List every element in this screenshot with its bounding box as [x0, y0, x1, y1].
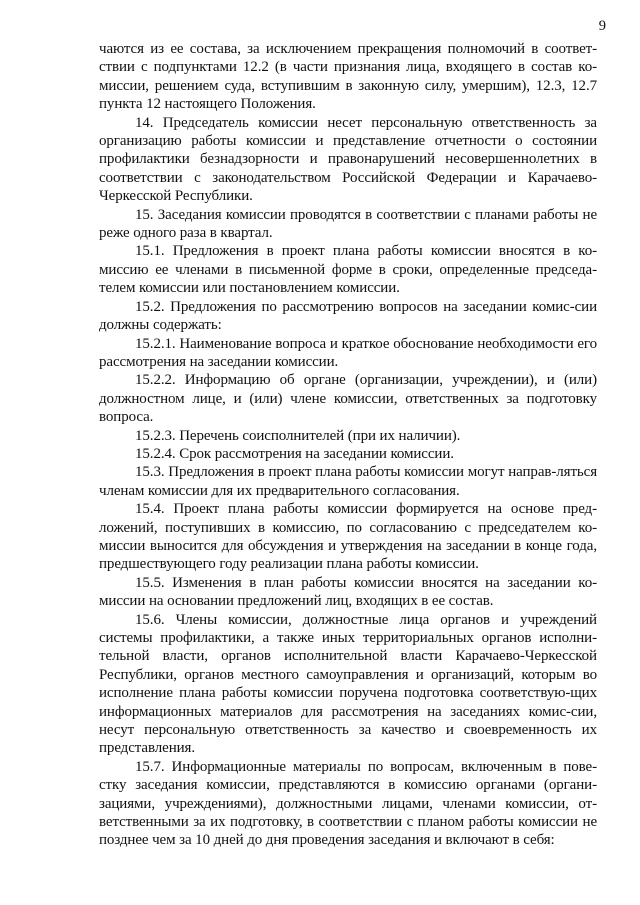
- paragraph-15-4: 15.4. Проект плана работы комиссии формируется на основе пред-ложений, поступивших в комиссию, по согласованию с председателем ко-миссии выносится для обсуждения и утверждения на заседании в конце года, предшествующего году реализации плана работы комиссии.: [99, 501, 597, 573]
- page-number: 9: [598, 18, 606, 34]
- paragraph-15-3: 15.3. Предложения в проект плана работы комиссии могут направ-ляться членам комиссии для их предварительного согласования.: [99, 464, 597, 499]
- paragraph-15: 15. Заседания комиссии проводятся в соответствии с планами работы не реже одного раза в квартал.: [99, 206, 597, 242]
- paragraph-15-2-3: 15.2.3. Перечень соисполнителей (при их наличии).: [135, 427, 461, 444]
- paragraph-15-2: 15.2. Предложения по рассмотрению вопросов на заседании комис-сии должны содержать:: [99, 298, 597, 334]
- paragraph-14: 14. Председатель комиссии несет персональную ответственность за организацию работы комиссии и представление отчетности о состоянии профилактики безнадзорности и правонарушений несовершеннолетних в соответствии с законодательством Российской Федерации и Карачаево-Черкесской Республики.: [99, 114, 597, 205]
- paragraph-15-2-2: 15.2.2. Информацию об органе (организации, учреждении), и (или) должностном лице, и (или) члене комиссии, ответственных за подготовку вопроса.: [99, 372, 597, 426]
- paragraph-15-6: 15.6. Члены комиссии, должностные лица органов и учреждений системы профилактики, а также иных территориальных органов исполни-тельной власти, органов исполнительной власти Карачаево-Черкесской Республики, органов местного самоуправления и организаций, которым во исполнение плана работы комиссии поручена подготовка соответствую-щих информационных материалов для рассмотрения на заседаниях комис-сии, несут персональную ответственность за качество и своевременность их представления.: [99, 611, 597, 757]
- paragraph-15-7: 15.7. Информационные материалы по вопросам, включенным в пове-стку заседания комиссии, представляются в комиссию органами (органи-зациями, учреждениями), должностными лицами, членами комиссии, от-ветственными за их подготовку, в соответствии с планом работы комиссии не позднее чем за 10 дней до дня проведения заседания и включают в себя:: [99, 758, 597, 849]
- paragraph-continuation: чаются из ее состава, за исключением прекращения полномочий в соответ-ствии с подпунктами 12.2 (в части признания лица, входящего в состав ко-миссии, решением суда, вступившим в законную силу, умершим), 12.3, 12.7 пункта 12 настоящего Положения.: [99, 41, 597, 113]
- document-body: [99, 40, 597, 850]
- paragraph-15-5: 15.5. Изменения в план работы комиссии вносятся на заседании ко-миссии на основании предложений лиц, входящих в ее состав.: [99, 574, 597, 610]
- paragraph-15-1: 15.1. Предложения в проект плана работы комиссии вносятся в ко-миссию ее членами в письменной форме в сроки, определенные председа-телем комиссии или постановлением комиссии.: [99, 243, 597, 297]
- paragraph-15-2-1: 15.2.1. Наименование вопроса и краткое обоснование необходимости его рассмотрения на заседании комиссии.: [99, 335, 597, 370]
- paragraph-15-2-4: 15.2.4. Срок рассмотрения на заседании комиссии.: [135, 445, 454, 462]
